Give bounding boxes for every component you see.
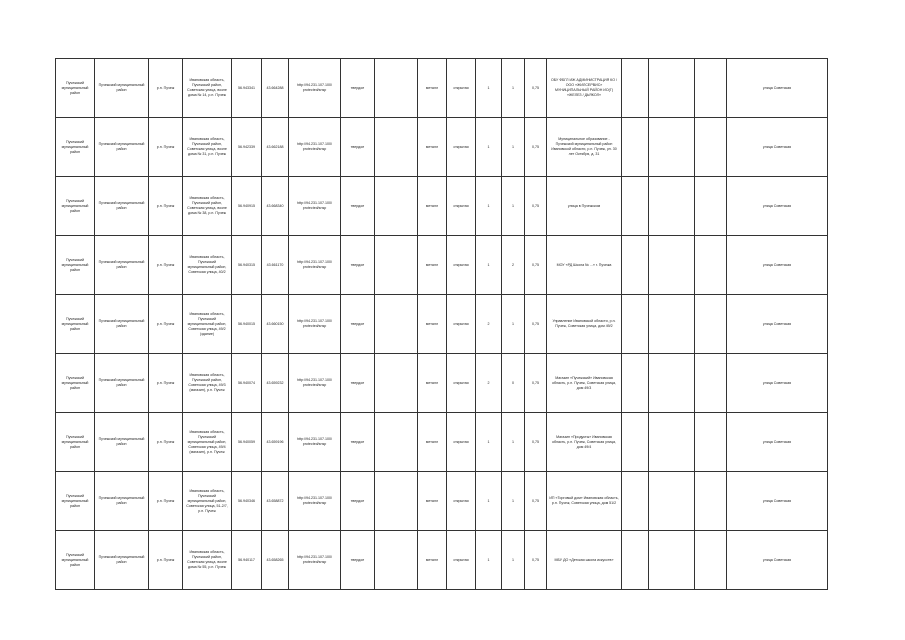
table-cell: http://94.231.107.100/ protected/snsp <box>289 118 341 177</box>
table-cell <box>375 354 418 413</box>
table-cell: Ивановская область, Пучежский муниципальный район, Советская улица, 51-2/7, р.п. Пучеж <box>183 472 232 531</box>
table-cell <box>622 413 649 472</box>
table-cell: улица Советская <box>727 295 828 354</box>
table-cell: металл <box>418 118 447 177</box>
table-cell <box>649 472 695 531</box>
table-cell <box>649 236 695 295</box>
table-cell <box>622 177 649 236</box>
table-cell: 0,75 <box>525 177 547 236</box>
table-cell: Ивановская область, Пучежский муниципальный район, Советская улица, 49/2 (здание) <box>183 295 232 354</box>
table-cell: Магазин «Пучежский» Ивановская область, р.п. Пучеж, Советская улица, дом 49/3 <box>547 354 622 413</box>
table-cell: 0,75 <box>525 413 547 472</box>
table-cell <box>695 472 727 531</box>
table-cell <box>375 118 418 177</box>
table-cell: р.п. Пучеж <box>149 59 183 118</box>
table-cell: Пучежский муниципальный район <box>56 118 95 177</box>
table-cell <box>649 531 695 590</box>
table-cell: твердое <box>341 472 375 531</box>
table-cell: р.п. Пучеж <box>149 472 183 531</box>
table-cell: 0 <box>502 354 525 413</box>
table-cell: открытая <box>447 118 476 177</box>
table-cell: твердое <box>341 354 375 413</box>
table-cell: Пучежский муниципальный район <box>56 236 95 295</box>
table-cell <box>649 118 695 177</box>
table-cell: улица Советская <box>727 413 828 472</box>
table-cell: 56.940315 <box>232 236 262 295</box>
table-cell: 1 <box>476 472 502 531</box>
table-cell: Пучежский муниципальный район <box>56 354 95 413</box>
table-cell: Ивановская область, Пучежский район, Советская улица, возле дома № 14, р.п. Пучеж <box>183 59 232 118</box>
table-row <box>56 531 828 590</box>
table-cell: Ивановская область, Пучежский район, Советская улица, возле дома № 55, р.п. Пучеж <box>183 531 232 590</box>
table-cell: твердое <box>341 295 375 354</box>
table-cell: 0,75 <box>525 472 547 531</box>
table-cell: твердое <box>341 413 375 472</box>
table-row <box>56 177 828 236</box>
table-cell: 1 <box>476 236 502 295</box>
table-cell: Пучежский муниципальный район <box>95 413 149 472</box>
table-cell: открытая <box>447 531 476 590</box>
table-cell: Ивановская область, Пучежский муниципальный район, Советская улица, 49/4 (магазин), р.п. Пучеж <box>183 413 232 472</box>
table-cell: http://94.231.107.100/ protected/snsp <box>289 354 341 413</box>
table-row <box>56 354 828 413</box>
table-cell: 43.661170 <box>262 236 289 295</box>
table-cell <box>622 354 649 413</box>
table-cell: Пучежский муниципальный район <box>95 177 149 236</box>
table-cell: 56.940015 <box>232 295 262 354</box>
table-cell <box>622 472 649 531</box>
table-cell: 0,75 <box>525 295 547 354</box>
table-cell: твердое <box>341 236 375 295</box>
table-cell: металл <box>418 531 447 590</box>
table-cell: открытая <box>447 236 476 295</box>
table-cell: Пучежский муниципальный район <box>56 472 95 531</box>
table-cell: улица Советская <box>727 531 828 590</box>
table-cell: 1 <box>476 531 502 590</box>
table-cell: р.п. Пучеж <box>149 177 183 236</box>
table-cell: улица в Пучежском <box>547 177 622 236</box>
table-cell: металл <box>418 354 447 413</box>
table-cell: твердое <box>341 118 375 177</box>
table-cell: Пучежский муниципальный район <box>95 118 149 177</box>
table-cell <box>695 236 727 295</box>
table-cell <box>649 177 695 236</box>
table-cell: 56.940346 <box>232 472 262 531</box>
table-cell: 43.668340 <box>262 177 289 236</box>
table-cell: р.п. Пучеж <box>149 354 183 413</box>
table-cell <box>695 413 727 472</box>
table-cell <box>649 354 695 413</box>
table-cell: http://94.231.107.100/ protected/snsp <box>289 413 341 472</box>
table-cell: улица Советская <box>727 59 828 118</box>
table-cell: Пучежский муниципальный район <box>95 531 149 590</box>
table-cell: 56.940117 <box>232 531 262 590</box>
table-cell: 56.940059 <box>232 413 262 472</box>
table-cell: Ивановская область, Пучежский район, Советская улица, возле дома № 31, р.п. Пучеж <box>183 118 232 177</box>
table-cell: Ивановская область, Пучежский муниципальный район, Советская улица, 40/2 <box>183 236 232 295</box>
table-cell: Пучежский муниципальный район <box>56 531 95 590</box>
table-cell: http://94.231.107.100/ protected/snsp <box>289 59 341 118</box>
table-cell: ОБУ ФБГЛ ИЖ АДМИНИСТРАЦИЯ КО / ООО «ЖИЛСЕРВИС» МУНИЦИПАЛЬНЫЙ РАЙОН ИО(Г) «ЖЕЛЕЗ / ДЬЯКОЛ» <box>547 59 622 118</box>
table-cell: металл <box>418 236 447 295</box>
table-cell <box>375 59 418 118</box>
table-cell: Пучежский муниципальный район <box>95 295 149 354</box>
table-cell <box>375 531 418 590</box>
table-cell: http://94.231.107.100/ protected/snsp <box>289 295 341 354</box>
table-row <box>56 295 828 354</box>
table-cell <box>695 118 727 177</box>
table-cell: 0,75 <box>525 354 547 413</box>
table-cell: 43.662188 <box>262 118 289 177</box>
table-row <box>56 59 828 118</box>
table-cell: р.п. Пучеж <box>149 295 183 354</box>
table-cell: 1 <box>476 177 502 236</box>
table-cell <box>695 295 727 354</box>
table-cell: http://94.231.107.100/ protected/snsp <box>289 177 341 236</box>
table-cell <box>695 59 727 118</box>
table-cell: р.п. Пучеж <box>149 236 183 295</box>
table-cell: Пучежский муниципальный район <box>56 413 95 472</box>
table-cell: открытая <box>447 354 476 413</box>
table-cell <box>622 295 649 354</box>
table-cell: Пучежский муниципальный район <box>95 236 149 295</box>
table-cell: металл <box>418 472 447 531</box>
table-cell: открытая <box>447 413 476 472</box>
table-cell: Пучежский муниципальный район <box>56 295 95 354</box>
table-cell: 1 <box>502 531 525 590</box>
table-cell: МОУ «РД Школа № ...» г. Пучежа <box>547 236 622 295</box>
table-cell: улица Советская <box>727 236 828 295</box>
table-cell: улица Советская <box>727 118 828 177</box>
table-row <box>56 118 828 177</box>
table-cell <box>695 531 727 590</box>
table-cell: Пучежский муниципальный район <box>95 472 149 531</box>
table-cell: 1 <box>502 295 525 354</box>
table-cell <box>375 472 418 531</box>
data-table <box>55 58 828 590</box>
table-cell: 43.664288 <box>262 59 289 118</box>
table-cell: 1 <box>476 59 502 118</box>
table-cell: 1 <box>476 413 502 472</box>
table-cell: 1 <box>502 413 525 472</box>
table-cell: 0,75 <box>525 236 547 295</box>
table-cell: улица Советская <box>727 354 828 413</box>
table-cell: 56.940074 <box>232 354 262 413</box>
table-cell: 43.659196 <box>262 413 289 472</box>
table-cell: металл <box>418 59 447 118</box>
table-cell <box>649 295 695 354</box>
table-cell <box>375 295 418 354</box>
table-cell <box>375 413 418 472</box>
table-cell: твердое <box>341 177 375 236</box>
table-cell: http://94.231.107.100/ protected/snsp <box>289 531 341 590</box>
table-cell: открытая <box>447 59 476 118</box>
table-cell: 56.940915 <box>232 177 262 236</box>
table-cell: твердое <box>341 531 375 590</box>
table-cell: 43.660150 <box>262 295 289 354</box>
table-cell: Пучежский муниципальный район <box>95 59 149 118</box>
table-cell <box>622 118 649 177</box>
table-cell: 1 <box>502 472 525 531</box>
table-cell: Магазин «Продукты» Ивановская область, р.п. Пучеж, Советская улица, дом 49/4 <box>547 413 622 472</box>
table-cell: http://94.231.107.100/ protected/snsp <box>289 472 341 531</box>
table-cell: улица Советская <box>727 472 828 531</box>
table-cell: открытая <box>447 472 476 531</box>
table-cell: металл <box>418 413 447 472</box>
table-cell <box>695 177 727 236</box>
table-cell: открытая <box>447 295 476 354</box>
table-row <box>56 472 828 531</box>
table-cell <box>649 59 695 118</box>
table-cell: 43.658265 <box>262 531 289 590</box>
table-cell: 0,75 <box>525 118 547 177</box>
table-cell: 56.943341 <box>232 59 262 118</box>
table-cell: http://94.231.107.100/ protected/snsp <box>289 236 341 295</box>
table-cell: р.п. Пучеж <box>149 413 183 472</box>
table-cell: 43.659232 <box>262 354 289 413</box>
table-cell: Пучежский муниципальный район <box>95 354 149 413</box>
table-cell <box>375 236 418 295</box>
table-cell: металл <box>418 177 447 236</box>
table-cell: 2 <box>476 295 502 354</box>
table-cell: Ивановская область, Пучежский район, Советская улица, возле дома № 38, р.п. Пучеж <box>183 177 232 236</box>
table-cell: р.п. Пучеж <box>149 531 183 590</box>
table-cell: улица Советская <box>727 177 828 236</box>
table-row <box>56 236 828 295</box>
table-cell <box>649 413 695 472</box>
table-cell: 0,75 <box>525 59 547 118</box>
table-cell: 0,75 <box>525 531 547 590</box>
table-cell <box>375 177 418 236</box>
table-cell: Ивановская область, Пучежский район, Советская улица, 49/3 (магазин), р.п. Пучеж <box>183 354 232 413</box>
table-cell: открытая <box>447 177 476 236</box>
table-cell: твердое <box>341 59 375 118</box>
table-cell: 1 <box>502 59 525 118</box>
table-cell <box>622 59 649 118</box>
table-cell: 1 <box>476 118 502 177</box>
table-cell: 2 <box>502 236 525 295</box>
table-cell: Пучежский муниципальный район <box>56 177 95 236</box>
table-cell <box>622 531 649 590</box>
table-cell: ИП «Торговый дом» Ивановская область, р.п. Пучеж, Советская улица, дом 51/2 <box>547 472 622 531</box>
table-cell <box>695 354 727 413</box>
table-cell: металл <box>418 295 447 354</box>
table-cell: Пучежский муниципальный район <box>56 59 95 118</box>
table-cell: р.п. Пучеж <box>149 118 183 177</box>
table-cell: 1 <box>502 177 525 236</box>
table-cell: МБУ ДО «Детская школа искусств» <box>547 531 622 590</box>
table-cell: Управление Ивановской области, р.п. Пучеж, Советская улица, дом 49/2 <box>547 295 622 354</box>
table-row <box>56 413 828 472</box>
table-cell: 43.658872 <box>262 472 289 531</box>
table-cell: 1 <box>502 118 525 177</box>
table-cell <box>622 236 649 295</box>
table-cell: Муниципальное образование - Пучежский муниципальный район Ивановской области, р.п. Пучеж, ул. 30 лет Октября, д. 31 <box>547 118 622 177</box>
table-cell: 56.942339 <box>232 118 262 177</box>
table-cell: 2 <box>476 354 502 413</box>
